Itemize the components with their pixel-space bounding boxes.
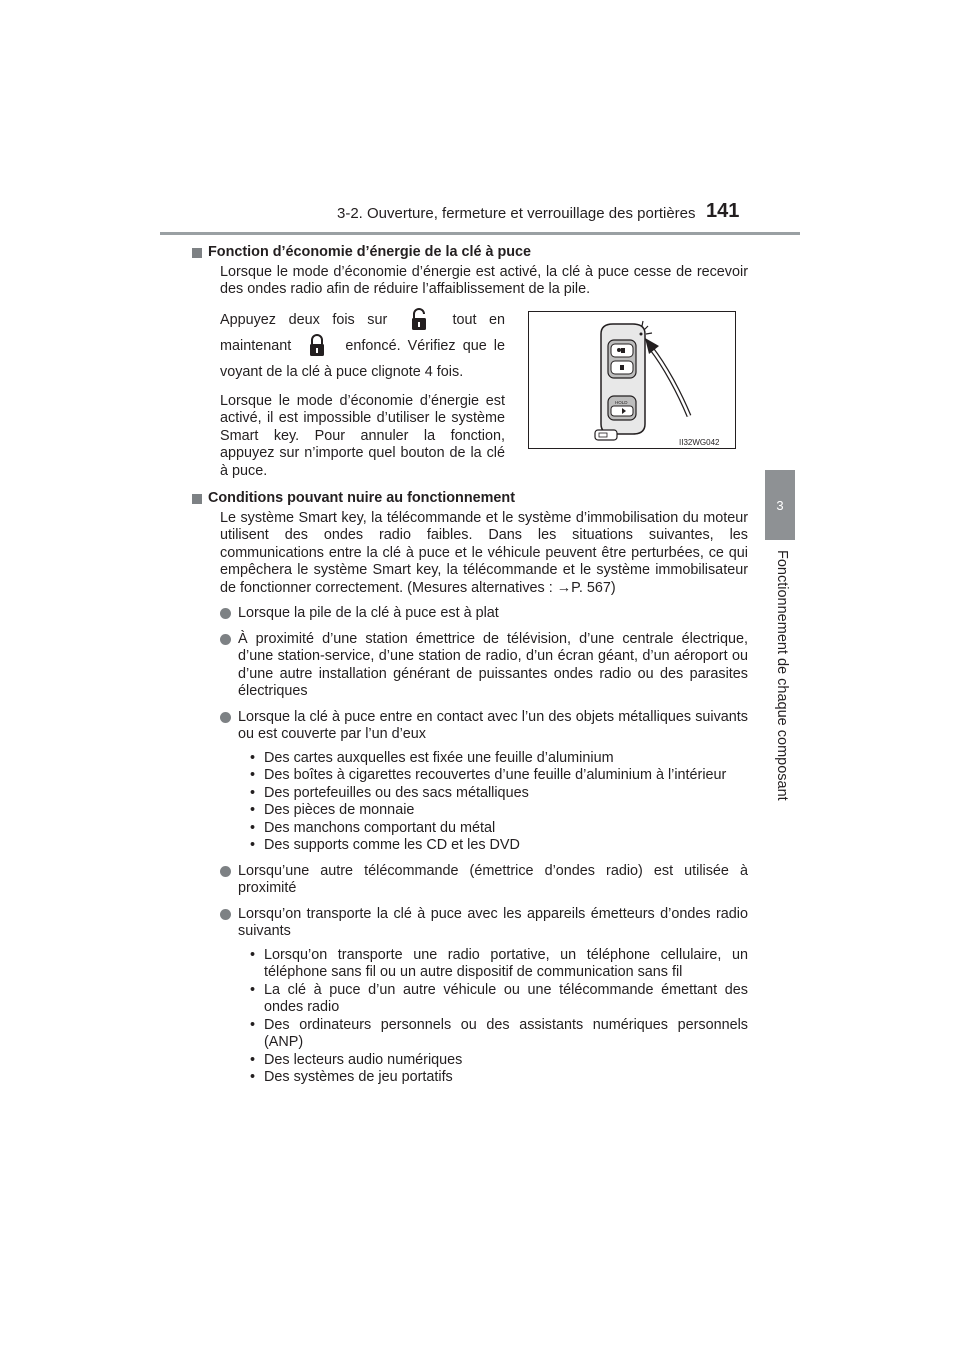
instruction-part1: Appuyez deux fois sur — [220, 311, 388, 328]
conditions-list — [208, 605, 748, 1087]
instruction-part3: enfoncé. Vérifiez que le voyant de la clé à puce clignote 4 fois. — [220, 337, 505, 380]
sublist-item: • Des supports comme les CD et les DVD — [250, 837, 748, 855]
conditions-intro: Le système Smart key, la télécommande et le système d’immobilisation du moteur utilisent des ondes radio faibles. Dans les situations suivantes, les communications entre la clé à puce et le véhicule peuvent être perturbées, ce qui empêchera le système Smart key, la télécommande et le système immobilisateur de fonctionner correctement. (Mesures alternatives : →P. 567) — [220, 509, 748, 596]
bullet-dot-icon — [220, 909, 231, 920]
square-bullet-icon — [192, 248, 202, 258]
sublist-item: • Des cartes auxquelles est fixée une feuille d’aluminium — [250, 750, 748, 768]
page-content — [208, 244, 748, 1095]
unlock-icon — [400, 311, 440, 329]
list-item: Lorsqu’on transporte la clé à puce avec les appareils émetteurs d’ondes radio suivants — [220, 906, 748, 941]
sublist-item: • Des systèmes de jeu portatifs — [250, 1069, 748, 1087]
chapter-title: Fonctionnement de chaque composant — [774, 550, 790, 801]
hold-label: HOLD — [615, 399, 628, 405]
smart-key-figure — [528, 311, 736, 449]
energy-saving-intro: Lorsque le mode d’économie d’énergie est activé, la clé à puce cesse de recevoir des ondes radio afin de réduire l’affaiblissement de la pile. — [220, 263, 748, 297]
bullet-dot-icon — [220, 712, 231, 723]
instruction-part2: tout en maintenant — [220, 311, 506, 354]
list-item: À proximité d’une station émettrice de télévision, d’une centrale électrique, d’une station-service, d’une station de radio, d’un écran géant, d’un aéroport ou d’une autre installation générant de puissantes ondes radio ou des parasites électriques — [220, 631, 748, 701]
smart-key-illustration — [529, 312, 735, 448]
bullet-dot-icon — [220, 608, 231, 619]
sublist-item: • Des pièces de monnaie — [250, 802, 748, 820]
heading-text: Fonction d’économie d’énergie de la clé à puce — [208, 244, 532, 260]
energy-saving-instructions — [208, 307, 748, 489]
list-item: Lorsqu’une autre télécommande (émettrice d’ondes radio) est utilisée à proximité — [220, 863, 748, 898]
sublist-item: • Des boîtes à cigarettes recouvertes d’une feuille d’aluminium à l’intérieur — [250, 767, 748, 785]
instruction-paragraph — [220, 307, 505, 385]
section-title: 3-2. Ouverture, fermeture et verrouillage des portières — [337, 205, 696, 222]
lock-icon — [298, 337, 338, 355]
page-number: 141 — [706, 200, 740, 222]
page-header — [0, 0, 960, 240]
list-item: Lorsque la clé à puce entre en contact avec l’un des objets métalliques suivants ou est couverte par l’un d’eux — [220, 709, 748, 744]
list-item: Lorsque la pile de la clé à puce est à plat — [220, 605, 748, 623]
sublist-item: • Des portefeuilles ou des sacs métalliques — [250, 785, 748, 803]
radio-devices-sublist — [220, 947, 748, 1087]
section-heading-conditions — [190, 490, 748, 508]
sublist-item: • La clé à puce d’un autre véhicule ou une télécommande émettant des ondes radio — [250, 982, 748, 1017]
instruction-text — [208, 307, 505, 489]
header-divider — [160, 232, 800, 235]
sublist-item: • Des lecteurs audio numériques — [250, 1052, 748, 1070]
sublist-item: • Lorsqu’on transporte une radio portative, un téléphone cellulaire, un téléphone sans fil ou un autre dispositif de communication sans fil — [250, 947, 748, 982]
figure-code: II32WG042 — [679, 437, 720, 447]
section-heading-energy-saving — [190, 244, 748, 262]
heading-text: Conditions pouvant nuire au fonctionnement — [208, 490, 515, 506]
chapter-tab: 3 — [765, 470, 795, 540]
cancel-paragraph: Lorsque le mode d’économie d’énergie est activé, il est impossible d’utiliser le système Smart key. Pour annuler la fonction, appuyez sur n’importe quel bouton de la clé à puce. — [220, 392, 505, 479]
bullet-dot-icon — [220, 634, 231, 645]
metal-objects-sublist — [220, 750, 748, 855]
square-bullet-icon — [192, 494, 202, 504]
sublist-item: • Des ordinateurs personnels ou des assistants numériques personnels (ANP) — [250, 1017, 748, 1052]
sublist-item: • Des manchons comportant du métal — [250, 820, 748, 838]
bullet-dot-icon — [220, 866, 231, 877]
